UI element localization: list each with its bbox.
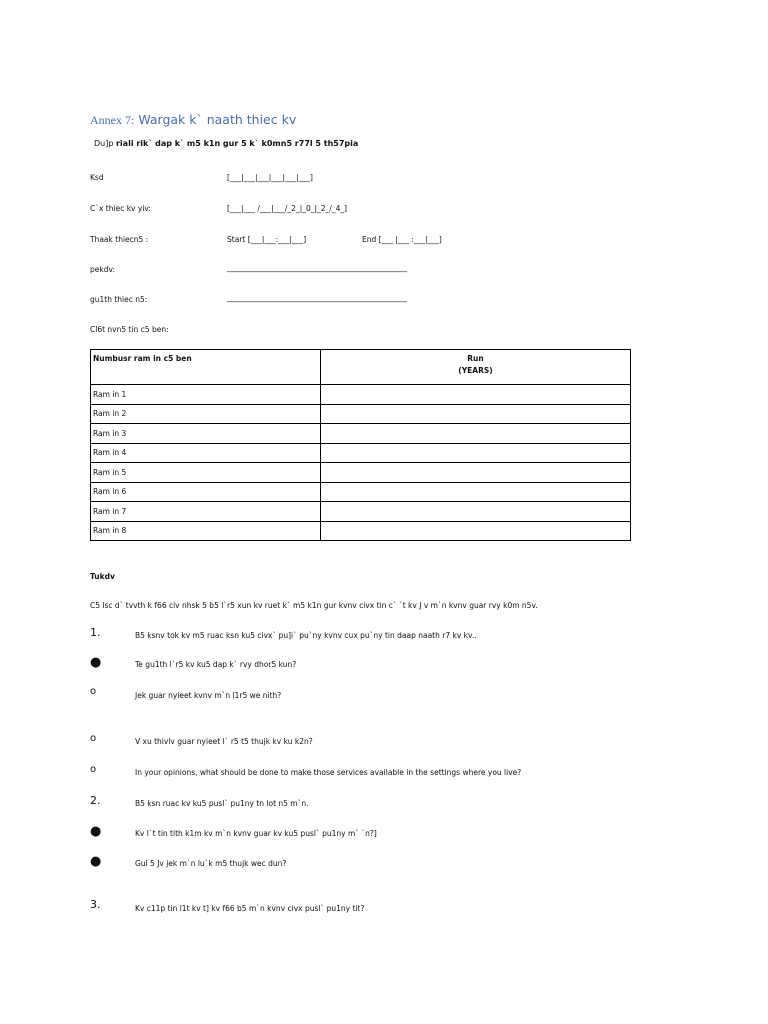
table-row [91,521,631,541]
date-field[interactable]: [___|___ /___|___/_2_|_0_|_2_/_4_] [227,204,348,213]
household-table [90,349,631,541]
item-text: Te gu1th l`r5 kv ku5 dap k` rvy dhor5 kun? [135,660,297,669]
item-text: Kv c11p tin l1t kv t] kv f66 b5 m`n kvnv civx pusl` pu1ny tit? [135,904,365,913]
table-row [91,482,631,502]
section-title: Tukdv [90,572,115,581]
row-label: Ram in 7 [91,502,321,522]
row-label: Ram in 8 [91,521,321,541]
row-label: Ram in 4 [91,443,321,463]
header-years-label: (YEARS) [458,366,493,375]
bullet-icon: ● [90,854,102,869]
instruction-lead: Du]p [94,139,114,148]
sub-bullet-icon: o [90,686,97,697]
item-marker-number: 3. [90,898,101,911]
pekdv-line[interactable]: ________________________________________________ [227,263,407,272]
annex-title: Wargak k` naath thiec kv [138,112,297,127]
row-value-cell[interactable] [321,482,631,502]
row-value-cell[interactable] [321,404,631,424]
row-label: Ram in 3 [91,424,321,444]
sub-bullet-icon: o [90,733,97,744]
table-row [91,424,631,444]
item-text: Gul 5 Jv jek m`n lu`k m5 thujk wec dun? [135,859,287,868]
instruction-line [94,139,358,148]
table-row [91,404,631,424]
gu1th-line[interactable]: ________________________________________________ [227,293,407,302]
row-label: Ram in 6 [91,482,321,502]
row-value-cell[interactable] [321,502,631,522]
row-label: Ram in 5 [91,463,321,483]
item-text: Kv l`t tin tith k1m kv m`n kvnv guar kv ku5 pusl` pu1ny m` `n?] [135,829,377,838]
annex-prefix: Annex 7: [90,113,135,127]
table-row [91,502,631,522]
table-row [91,463,631,483]
item-text: Jek guar nyieet kvnv m`n l1r5 we nith? [135,691,282,700]
item-marker-number: 1. [90,626,101,639]
pekdv-label: pekdv: [90,265,116,274]
row-value-cell[interactable] [321,443,631,463]
ksd-label: Ksd [90,173,104,182]
header-col-run [321,350,631,385]
section-intro: C5 lsc d` tvvth k f66 civ nhsk 5 b5 l`r5 xun kv ruet k` m5 k1n gur kvnv civx tin c` `t kv J v m`n kvnv guar rvy k0m n5v. [90,601,538,610]
time-label: Thaak thiecn5 : [90,235,149,244]
annex-heading [90,112,296,128]
row-value-cell[interactable] [321,385,631,405]
sub-bullet-icon: o [90,764,97,775]
end-time-field[interactable]: End [___ |___ :___|___] [362,235,442,244]
item-text: In your opinions, what should be done to make those services available in the settings where you live? [135,768,522,777]
item-text: V xu thivlv guar nyieet l` r5 t5 thujk kv ku k2n? [135,737,313,746]
row-value-cell[interactable] [321,424,631,444]
ksd-field[interactable]: [___|___|___|___|___|___] [227,173,313,182]
item-text: B5 ksn ruac kv ku5 pusl` pu1ny tn lot n5 m`n. [135,799,309,808]
gu1th-label: gu1th thiec n5: [90,295,148,304]
bullet-icon: ● [90,824,102,839]
start-time-field[interactable]: Start [___|___:___|___] [227,235,307,244]
row-value-cell[interactable] [321,463,631,483]
table-row [91,385,631,405]
row-label: Ram in 1 [91,385,321,405]
header-run-label: Run [467,354,484,363]
date-label: C`x thiec kv yiv: [90,204,151,213]
item-marker-number: 2. [90,794,101,807]
row-value-cell[interactable] [321,521,631,541]
header-col-number: Numbusr ram in c5 ben [91,350,321,385]
item-text: B5 ksnv tok kv m5 ruac ksn ku5 civx` pu]i` pu`ny kvnv cux pu`ny tin daap naath r7 kv kv.. [135,631,477,640]
table-header-row [91,350,631,385]
row-label: Ram in 2 [91,404,321,424]
table-caption: Cl6t nvn5 tin c5 ben: [90,325,169,334]
table-row [91,443,631,463]
instruction-bold: riali rik` dap k` m5 k1n gur 5 k` k0mn5 r77l 5 th57pia [115,139,359,148]
bullet-icon: ● [90,655,102,670]
